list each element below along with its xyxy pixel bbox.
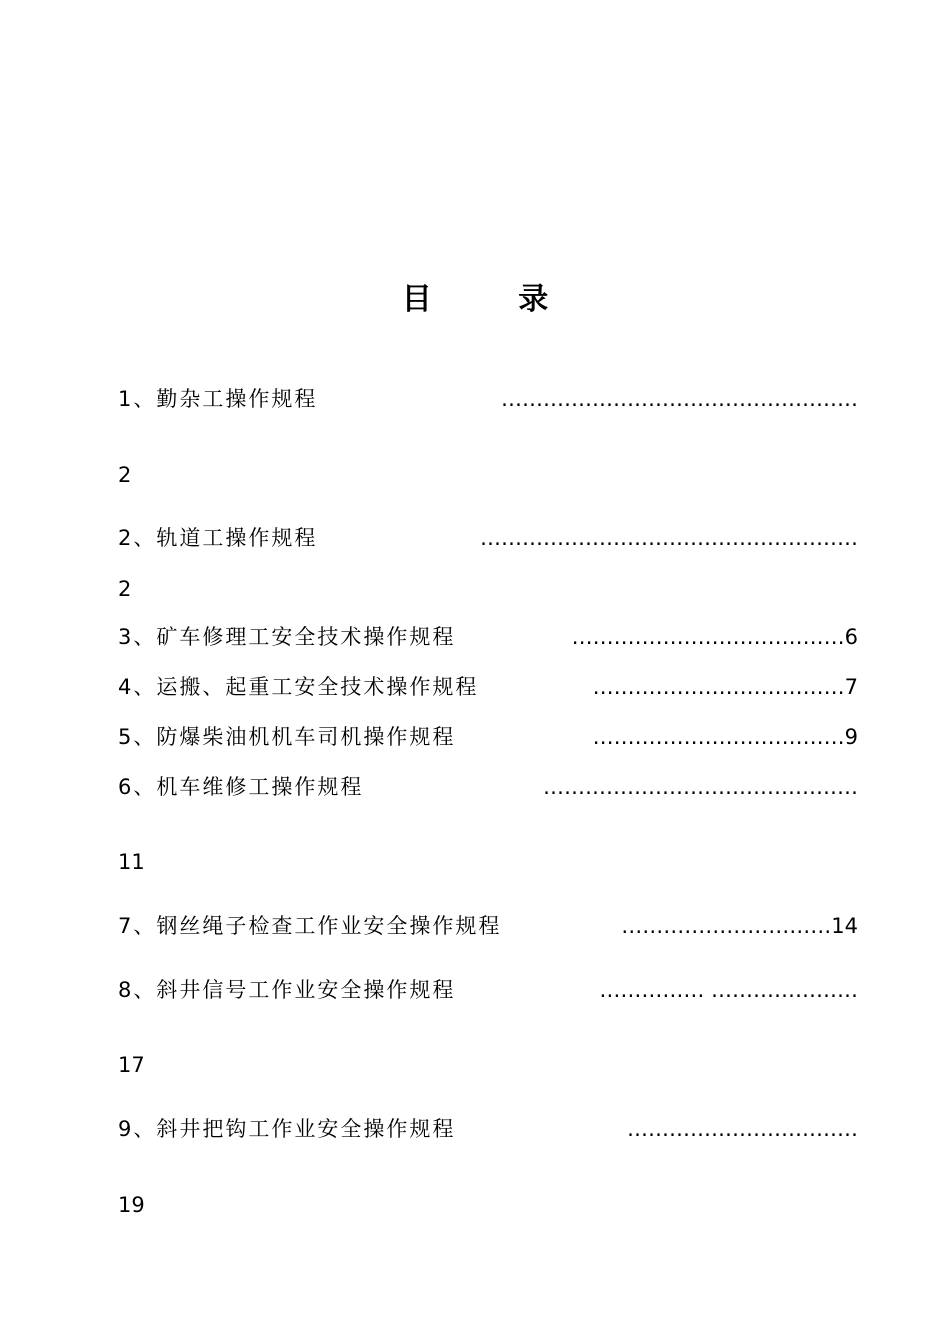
toc-entry-5[interactable] <box>118 722 858 752</box>
toc-entry-leader: ………………………………7 <box>592 675 858 699</box>
toc-entry-9[interactable] <box>118 1114 858 1144</box>
toc-entry-label: 8、斜井信号工作业安全操作规程 <box>118 978 456 1002</box>
toc-entry-leader: ………………………………9 <box>592 725 858 749</box>
toc-entry-page-number: 2 <box>118 463 132 487</box>
toc-entry-leader: …………… ………………… <box>599 978 858 1002</box>
toc-entry-7[interactable] <box>118 911 858 941</box>
toc-entry-2[interactable] <box>118 523 858 553</box>
toc-entry-leader: …………………………………………… <box>501 387 858 411</box>
toc-entry-4[interactable] <box>118 672 858 702</box>
toc-entry-label: 4、运搬、起重工安全技术操作规程 <box>118 675 479 699</box>
toc-title: 目 录 <box>401 282 587 317</box>
toc-entry-label: 2、轨道工操作规程 <box>118 526 318 550</box>
toc-entry-6[interactable] <box>118 772 858 802</box>
toc-entry-leader: ……………………………………… <box>543 775 858 799</box>
toc-entry-1[interactable] <box>118 384 858 414</box>
toc-entry-label: 6、机车维修工操作规程 <box>118 775 364 799</box>
toc-entry-label: 5、防爆柴油机机车司机操作规程 <box>118 725 456 749</box>
toc-entry-page-number: 2 <box>118 577 132 601</box>
toc-entry-label: 9、斜井把钩工作业安全操作规程 <box>118 1117 456 1141</box>
toc-entry-label: 3、矿车修理工安全技术操作规程 <box>118 625 456 649</box>
toc-entry-leader: …………………………… <box>627 1117 858 1141</box>
toc-entry-leader: ……………………………………………… <box>480 526 858 550</box>
toc-entry-leader: …………………………14 <box>621 914 858 938</box>
toc-entry-page-number: 19 <box>118 1193 145 1217</box>
toc-entry-label: 1、勤杂工操作规程 <box>118 387 318 411</box>
toc-entry-8[interactable] <box>118 975 858 1005</box>
toc-entry-page-number: 17 <box>118 1053 145 1077</box>
toc-entry-page-number: 11 <box>118 850 145 874</box>
toc-entry-label: 7、钢丝绳子检查工作业安全操作规程 <box>118 914 502 938</box>
toc-entry-leader: …………………………………6 <box>571 625 858 649</box>
toc-entry-3[interactable] <box>118 622 858 652</box>
